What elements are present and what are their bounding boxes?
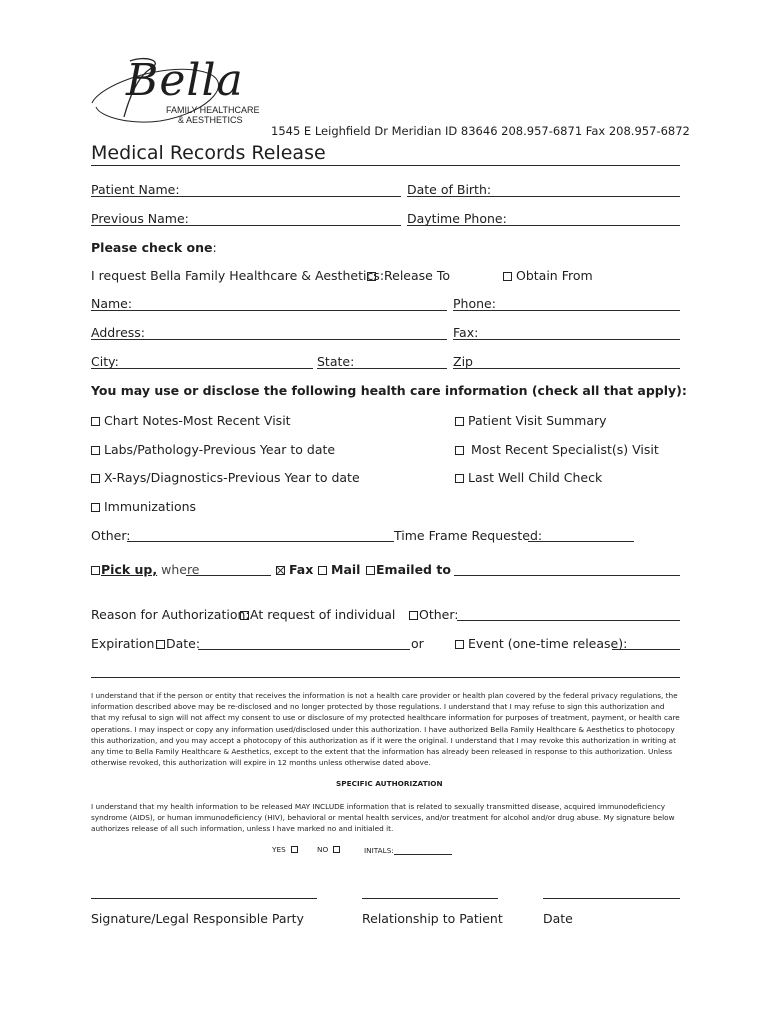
expiration-label: Expiration:	[91, 636, 159, 651]
event-checkbox[interactable]	[455, 640, 464, 649]
emailed-to-checkbox[interactable]	[366, 566, 375, 575]
yes-label: YES	[272, 845, 286, 854]
obtain-from-option[interactable]	[503, 268, 593, 283]
patient-visit-summary-option[interactable]	[455, 413, 607, 428]
chart-notes-checkbox[interactable]	[91, 417, 100, 426]
release-to-option[interactable]	[367, 268, 450, 283]
obtain-from-checkbox[interactable]	[503, 272, 512, 281]
obtain-from-label: Obtain From	[516, 268, 593, 283]
specialist-option[interactable]	[455, 442, 659, 457]
check-one-label: Please check one	[91, 240, 213, 255]
well-child-label: Last Well Child Check	[468, 470, 603, 485]
specialist-checkbox[interactable]	[455, 446, 464, 455]
specific-authorization-paragraph: I understand that my health information to be released MAY INCLUDE information that is related to sexually transmitted disease, acquired immunodeficiency syndrome (AIDS), or human immunodeficiency (HIV), behavioral or mental health services, and/or treatment for alcohol and/or drug abuse. My signature below authorizes release of all such information, unless I have marked no and initialed it.	[91, 802, 675, 834]
logo-line2: & AESTHETICS	[178, 115, 243, 125]
expiration-date-label: Date:	[166, 636, 201, 651]
daytime-phone-field[interactable]	[407, 225, 680, 226]
previous-name-field[interactable]	[91, 225, 401, 226]
page-title: Medical Records Release	[91, 142, 326, 164]
no-label: NO	[317, 845, 329, 854]
contact-state-label: State:	[317, 354, 355, 369]
reason-other-checkbox[interactable]	[409, 611, 418, 620]
other-info-field[interactable]	[127, 541, 394, 542]
contact-name-field[interactable]	[91, 310, 447, 311]
immunizations-option[interactable]	[91, 499, 196, 514]
daytime-phone-label: Daytime Phone:	[407, 211, 507, 226]
title-rule	[91, 165, 680, 166]
patient-name-field[interactable]	[91, 196, 401, 197]
xrays-label: X-Rays/Diagnostics-Previous Year to date	[104, 470, 360, 485]
check-one-colon: :	[212, 240, 217, 255]
info-heading: You may use or disclose the following health care information (check all that apply):	[91, 383, 687, 398]
labs-option[interactable]	[91, 442, 335, 457]
fax-label: Fax	[289, 562, 314, 577]
patient-visit-summary-label: Patient Visit Summary	[468, 413, 607, 428]
reason-other-option[interactable]	[409, 607, 458, 622]
relationship-label: Relationship to Patient	[362, 911, 503, 926]
patient-name-label: Patient Name:	[91, 182, 180, 197]
pickup-label: Pick up,	[101, 562, 158, 577]
emailed-to-field[interactable]	[454, 575, 680, 576]
xrays-option[interactable]	[91, 470, 360, 485]
contact-address-label: Address:	[91, 325, 145, 340]
chart-notes-label: Chart Notes-Most Recent Visit	[104, 413, 291, 428]
no-checkbox[interactable]	[333, 846, 340, 853]
contact-zip-field[interactable]	[453, 368, 680, 369]
contact-phone-label: Phone:	[453, 296, 496, 311]
contact-fax-field[interactable]	[453, 339, 680, 340]
relationship-line[interactable]	[362, 898, 498, 899]
dob-label: Date of Birth:	[407, 182, 492, 197]
specific-authorization-heading: SPECIFIC AUTHORIZATION	[336, 779, 443, 788]
logo-line1: FAMILY HEALTHCARE	[166, 105, 260, 115]
at-request-option[interactable]	[240, 607, 395, 622]
immunizations-label: Immunizations	[104, 499, 197, 514]
section-divider	[91, 677, 680, 678]
contact-state-field[interactable]	[317, 368, 447, 369]
logo	[90, 55, 290, 130]
request-text: I request Bella Family Healthcare & Aesthetics:	[91, 268, 385, 283]
time-frame-field[interactable]	[528, 541, 634, 542]
other-info-label: Other:	[91, 528, 131, 543]
expiration-or-label: or	[411, 636, 424, 651]
time-frame-label: Time Frame Requested:	[394, 528, 543, 543]
reason-other-field[interactable]	[457, 620, 680, 621]
legal-paragraph: I understand that if the person or entity that receives the information is not a health care provider or health plan covered by the federal privacy regulations, the information described above may be re-disclosed and no longer protected by those regulations. I understand that I may refuse to sign this authorization and that my refusal to sign will not affect my consent to use or disclosure of my protected healthcare information for purposes of treatment, payment, or health care operations. I may inspect or copy any information used/disclosed under this authorization. I have authorized Bella Family Healthcare & Aesthetics to photocopy this authorization, and you may accept a photocopy of this authorization as if it were the original. I understand that I may revoke this authorization in writing at any time to Bella Family Healthcare & Aesthetics, except to the extent that the information has already been released in response to this authorization. Unless otherwise revoked, this authorization will expire in 12 months unless otherwise dated above.	[91, 691, 680, 768]
expiration-date-option[interactable]	[156, 636, 200, 651]
initials-field[interactable]	[394, 854, 452, 855]
contact-phone-field[interactable]	[453, 310, 680, 311]
at-request-checkbox[interactable]	[240, 611, 249, 620]
initials-label: INITALS:	[364, 846, 394, 855]
yes-checkbox[interactable]	[291, 846, 298, 853]
release-to-checkbox[interactable]	[367, 272, 376, 281]
emailed-to-label: Emailed to	[376, 562, 451, 577]
event-label: Event (one-time release):	[468, 636, 628, 651]
fax-option[interactable]	[276, 562, 313, 577]
reason-other-label: Other:	[419, 607, 459, 622]
event-field[interactable]	[612, 649, 680, 650]
check-one-heading	[91, 240, 217, 255]
contact-address-field[interactable]	[91, 339, 447, 340]
reason-label: Reason for Authorization:	[91, 607, 250, 622]
signature-date-line[interactable]	[543, 898, 680, 899]
mail-checkbox[interactable]	[318, 566, 327, 575]
contact-zip-label: Zip	[453, 354, 473, 369]
xrays-checkbox[interactable]	[91, 474, 100, 483]
at-request-label: At request of individual	[250, 607, 396, 622]
pickup-where-label: where	[161, 562, 200, 577]
contact-city-field[interactable]	[91, 368, 313, 369]
dob-field[interactable]	[407, 196, 680, 197]
no-option[interactable]	[317, 845, 344, 854]
signature-date-label: Date	[543, 911, 573, 926]
signature-label: Signature/Legal Responsible Party	[91, 911, 304, 926]
fax-checkbox-checked[interactable]	[276, 566, 285, 575]
emailed-to-option[interactable]	[366, 562, 451, 577]
previous-name-label: Previous Name:	[91, 211, 189, 226]
immunizations-checkbox[interactable]	[91, 503, 100, 512]
pickup-where-field[interactable]	[186, 575, 271, 576]
logo-script: Bella	[126, 55, 244, 106]
specialist-label: Most Recent Specialist(s) Visit	[471, 442, 659, 457]
well-child-option[interactable]	[455, 470, 602, 485]
mail-option[interactable]	[318, 562, 360, 577]
mail-label: Mail	[331, 562, 361, 577]
expiration-date-checkbox[interactable]	[156, 640, 165, 649]
event-option[interactable]	[455, 636, 627, 651]
release-to-label: Release To	[384, 268, 450, 283]
pickup-option[interactable]	[91, 562, 200, 577]
well-child-checkbox[interactable]	[455, 474, 464, 483]
contact-city-label: City:	[91, 354, 119, 369]
contact-fax-label: Fax:	[453, 325, 479, 340]
expiration-date-field[interactable]	[198, 649, 410, 650]
patient-visit-summary-checkbox[interactable]	[455, 417, 464, 426]
labs-checkbox[interactable]	[91, 446, 100, 455]
labs-label: Labs/Pathology-Previous Year to date	[104, 442, 336, 457]
yes-option[interactable]	[272, 845, 302, 854]
chart-notes-option[interactable]	[91, 413, 291, 428]
pickup-checkbox[interactable]	[91, 566, 100, 575]
signature-line[interactable]	[91, 898, 317, 899]
clinic-address: 1545 E Leighfield Dr Meridian ID 83646 208.957-6871 Fax 208.957-6872	[271, 124, 690, 138]
contact-name-label: Name:	[91, 296, 133, 311]
